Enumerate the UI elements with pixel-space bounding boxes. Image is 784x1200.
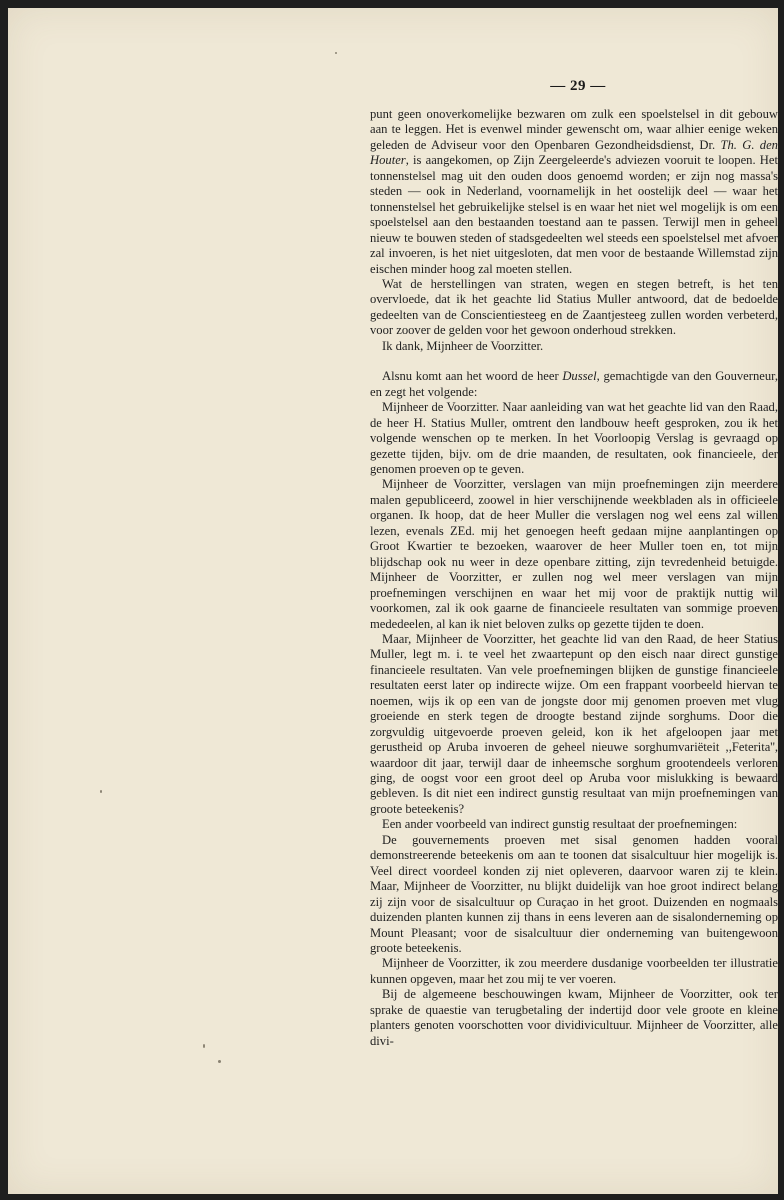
paragraph: Een ander voorbeeld van indirect gunstig resultaat der proefnemingen: [382,817,738,832]
page-number: — 29 — [550,78,606,94]
paper-speck [100,790,102,793]
paragraph: Mijnheer de Voorzitter, ik zou meerdere dusdanige voorbeelden ter illustratie kunnen opgeven, maar het zou mij te ver voeren. [370,956,778,986]
paragraph: De gouvernements proeven met sisal genomen hadden vooral demonstreerende beteekenis om aan te toonen dat sisalcultuur hier mogelijk is. Veel direct voordeel konden zij niet opleveren, daarvoor waren zij te klein. Maar, Mijnheer de Voorzitter, nu blijkt duidelijk van hoe groot indirect belang zij zijn voor de sisalcultuur op Curaçao in het groot. Duizenden en nogmaals duizenden planten kunnen zij thans in eens leveren aan de sisalonderneming op Mount Pleasant; voor de sisalcultuur dier onderneming van buitengewoon groote beteekenis. [370,832,778,956]
person-name-italic: Th. G. den Houter [370,137,778,168]
paper-speck [203,1044,205,1048]
paragraph: Mijnheer de Voorzitter, verslagen van mijn proefnemingen zijn meerdere malen gepubliceerd, zoowel in hier verschijnende weekbladen als in officieele organen. Ik hoop, dat de heer Muller die verslagen nog wel eens zal willen lezen, evenals ZEd. mij het genoegen heeft gedaan mijne aanplantingen op Groot Kwartier te bezoeken, waarover de heer Muller toen en, tot mijn blijdschap ook nu weer in deze openbare zitting, zijn tevredenheid betuigde. Mijnheer de Voorzitter, er zullen nog wel meer verslagen van mijn proefnemingen verschijnen en waar het mij voor de praktijk nuttig wil voorkomen, zal ik ook gaarne de financieele resultaten van sommige proeven mededeelen, al kan ik niet beloven zulks op gezette tijden te doen. [370,477,778,631]
paragraph: Alsnu komt aan het woord de heer Dussel, gemachtigde van den Gouverneur, en zegt het volgende: [370,369,778,399]
paragraph: Mijnheer de Voorzitter. Naar aanleiding van wat het geachte lid van den Raad, de heer H. Statius Muller, omtrent den landbouw heeft gesproken, zou ik het volgende wenschen op te merken. In het Voorloopig Verslag is gevraagd op gezette tijden, bijv. om de drie maanden, de resultaten, ook financieele, der genomen proeven op te geven. [370,400,778,476]
document-page [8,8,778,1194]
paper-speck [218,1060,221,1063]
paragraph: punt geen onoverkomelijke bezwaren om zulk een spoelstelsel in dit gebouw aan te leggen. Het is evenwel minder gewenscht om, waar alhier eenige weken geleden de Adviseur voor den Openbaren Gezondheidsdienst, Dr. Th. G. den Houter, is aangekomen, op Zijn Zeergeleerde's adviezen vooruit te loopen. Het tonnenstelsel mag uit den ouden doos genoemd worden; er zijn nog massa's steden — ook in Nederland, voornamelijk in het oostelijk deel — waar het tonnenstelsel het gebruikelijke stelsel is en waar het niet wel mogelijk is om een spoelstelsel aan den bestaanden toestand aan te passen. Terwijl men in geheel nieuw te bouwen steden of stadsgedeelten wel steeds een spoelstelsel met afvoer zal invoeren, is het niet uitgesloten, dat men voor de bestaande Willemstad zijn eischen minder hoog zal moeten stellen. [370,107,778,276]
paragraph: Bij de algemeene beschouwingen kwam, Mijnheer de Voorzitter, ook ter sprake de quaestie van terugbetaling der indertijd door vele groote en kleine planters genoten voorschotten voor dividivicultuur. Mijnheer de Voorzitter, alle divi- [370,987,778,1048]
paper-speck [335,52,337,54]
paragraph: Ik dank, Mijnheer de Voorzitter. [382,338,544,353]
paragraph: Wat de herstellingen van straten, wegen en stegen betreft, is het ten overvloede, dat ik het geachte lid Statius Muller antwoord, dat de bedoelde gedeelten van de Conscientiesteeg en de Zaantjesteeg zullen worden verbeterd, voor zoover de gelden voor het gewoon onderhoud strekken. [370,276,778,338]
paragraph: Maar, Mijnheer de Voorzitter, het geachte lid van den Raad, de heer Statius Muller, legt m. i. te veel het zwaartepunt op den eisch naar direct gunstige financieele resultaten. Van vele proefnemingen blijken de gunstige financieele resultaten eerst later op indirecte wijze. Om een frappant voorbeeld hiervan te noemen, wijs ik op een van de jongste door mij genomen proeven met vlug groeiende en sterk tegen de droogte bestand zijnde sorghums. Door die zorgvuldig uitgevoerde proeven geleid, kon ik het afgeloopen jaar met gerustheid op Aruba invoeren de geheel nieuwe sorghumvariëteit ,,Feterita'', waardoor dit jaar, terwijl daar de inheemsche sorghum grootendeels verloren ging, de oogst voor een groot deel op Aruba voor mislukking is bewaard gebleven. Is dit niet een indirect gunstig resultaat van mijn proefnemingen van groote beteekenis? [370,631,778,816]
speaker-name-italic: Dussel [562,369,597,384]
body-text-column [370,107,778,1049]
